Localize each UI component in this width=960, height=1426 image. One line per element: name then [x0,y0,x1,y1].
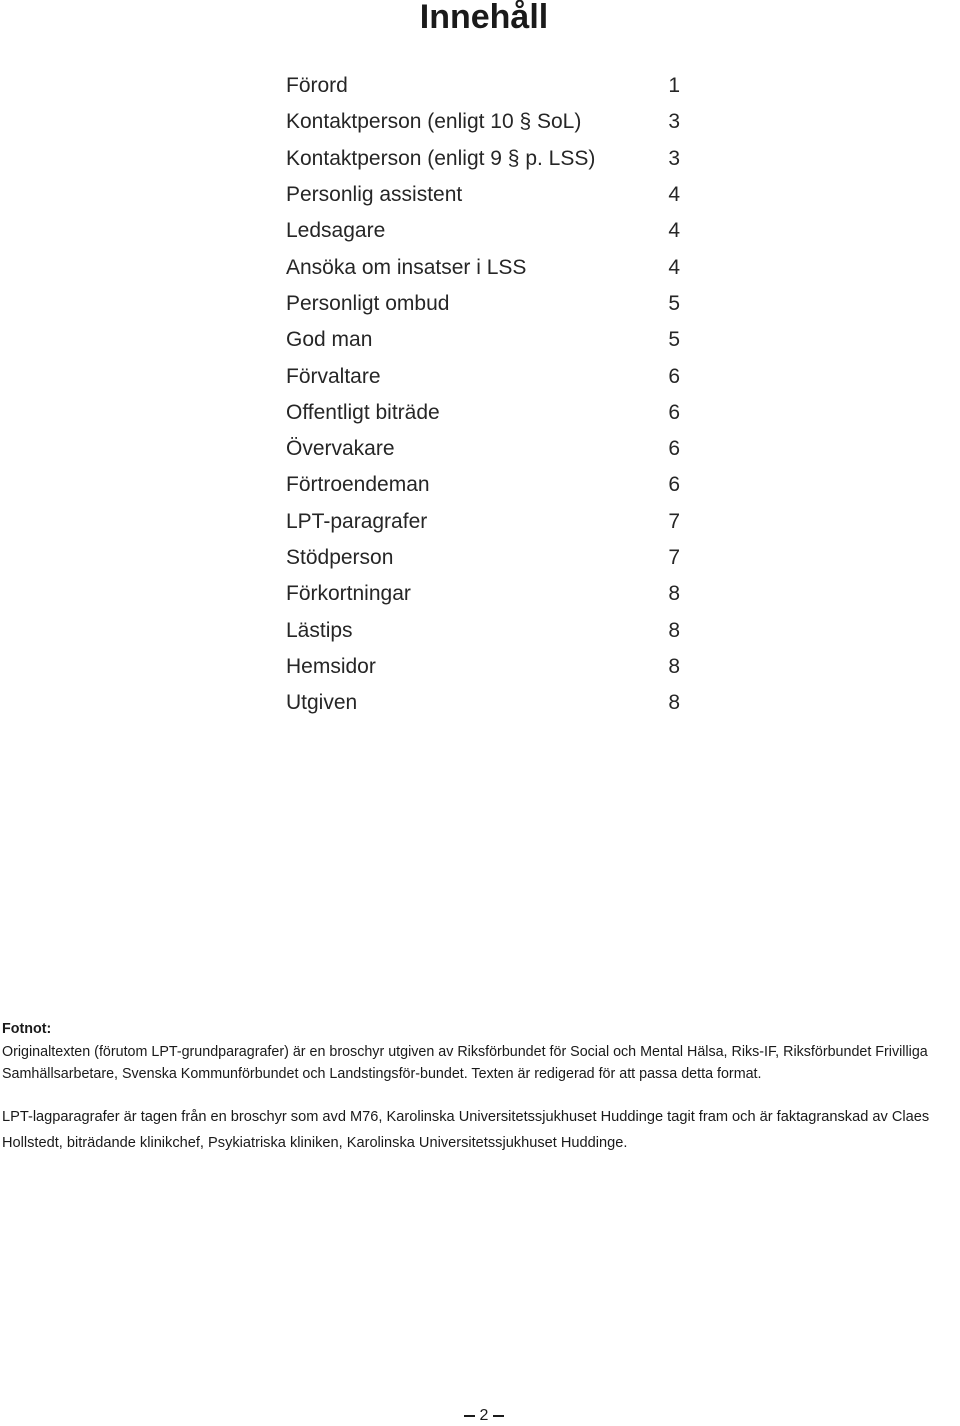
page-number-value: 2 [479,1407,489,1424]
toc-entry-label: Utgiven [286,691,358,715]
toc-entry-page: 4 [668,183,680,207]
toc-entry-page: 5 [668,328,680,352]
toc-entry-label: Kontaktperson (enligt 9 § p. LSS) [286,146,596,170]
toc-entry-label: LPT-paragrafer [286,509,428,533]
left-dash [464,1415,475,1417]
page-number [464,1406,504,1426]
toc-entry-label: Förkortningar [286,582,411,606]
toc-entry-label: God man [286,328,373,352]
toc-entry [286,576,680,612]
toc-entry-label: Förtroendeman [286,473,430,497]
toc-entry [286,141,680,177]
toc-entry [286,213,680,249]
toc-entry-label: Ansöka om insatser i LSS [286,255,527,279]
toc-entry-label: Ledsagare [286,219,386,243]
table-of-contents [286,68,680,721]
toc-entry-page: 7 [668,509,680,533]
toc-entry [286,395,680,431]
toc-entry-label: Förvaltare [286,364,381,388]
toc-entry-page: 4 [668,219,680,243]
toc-entry-label: Förord [286,74,348,98]
toc-entry-page: 8 [668,691,680,715]
toc-entry [286,358,680,394]
toc-entry-label: Offentligt biträde [286,400,440,424]
toc-entry [286,322,680,358]
footnote-label: Fotnot: [2,1021,52,1037]
footnote-paragraph-source: Originaltexten (förutom LPT-grundparagrafer) är en broschyr utgiven av Riksförbundet för Social och Mental Hälsa, Riks-IF, Riksförbundet Frivilliga Samhällsarbetare, Svenska Kommunförbundet och Landstingsför-bundet. Texten är redigerad för att passa detta format. [2,1043,928,1082]
toc-entry-label: Hemsidor [286,654,376,678]
toc-entry [286,104,680,140]
toc-entry [286,249,680,285]
toc-entry-label: Personlig assistent [286,183,463,207]
toc-entry [286,504,680,540]
toc-entry [286,467,680,503]
toc-entry-page: 3 [668,110,680,134]
toc-entry [286,685,680,721]
toc-entry-page: 8 [668,582,680,606]
toc-entry-page: 5 [668,291,680,315]
toc-entry [286,649,680,685]
toc-entry-page: 4 [668,255,680,279]
toc-entry-page: 6 [668,364,680,388]
toc-entry-page: 7 [668,546,680,569]
toc-entry-label: Kontaktperson (enligt 10 § SoL) [286,110,582,134]
toc-entry [286,286,680,322]
footnote-paragraph-lpt: LPT-lagparagrafer är tagen från en broschyr som avd M76, Karolinska Universitetssjukhuset Huddinge tagit fram och är faktagranskad av Claes Hollstedt, biträdande klinikchef, Psykiatriska kliniken, Karolinska Universitetssjukhuset Huddinge. [2,1108,930,1151]
toc-entry-page: 6 [668,473,680,497]
toc-entry-page: 1 [668,74,680,98]
toc-entry-page: 8 [668,654,680,678]
toc-entry-page: 8 [668,618,680,642]
toc-entry [286,68,680,104]
toc-entry-page: 6 [668,400,680,424]
toc-entry [286,540,680,576]
toc-entry-label: Lästips [286,618,353,642]
toc-entry [286,431,680,467]
toc-entry [286,612,680,648]
toc-entry-page: 6 [668,437,680,461]
toc-entry-label: Personligt ombud [286,291,450,315]
right-dash [493,1415,504,1417]
toc-entry-label: Övervakare [286,437,395,461]
toc-entry-page: 3 [668,146,680,170]
footnote [2,1018,958,1156]
toc-entry-label: Stödperson [286,546,394,569]
toc-entry [286,177,680,213]
page-title: Innehåll [419,0,549,36]
